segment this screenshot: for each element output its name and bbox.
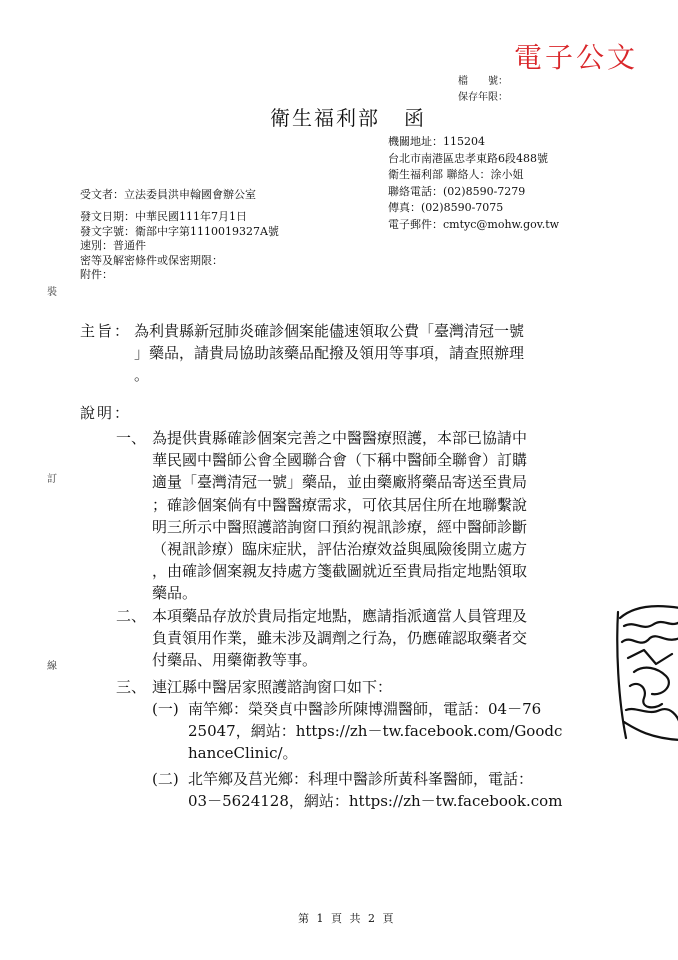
electronic-document-stamp: 電子公文 xyxy=(514,41,639,74)
item1-body xyxy=(152,427,527,605)
document-number: 發文字號：衛部中字第1110019327A號 xyxy=(80,224,279,238)
retention-period-label: 保存年限： xyxy=(458,92,508,103)
handwritten-seal-icon xyxy=(614,598,678,748)
issue-date: 發文日期：中華民國111年7月1日 xyxy=(80,210,247,223)
item2-body xyxy=(152,605,527,672)
email: 電子郵件：cmtyc@mohw.gov.tw xyxy=(388,217,560,231)
delivery-speed: 速別：普通件 xyxy=(80,239,146,253)
address: 台北市南港區忠孝東路6段488號 xyxy=(388,151,548,165)
item1-line: 明三所示中醫照護諮詢窗口預約視訊診療，經中醫師診斷 xyxy=(152,517,528,536)
sub1-line: 25047，網站：https://zh－tw.facebook.com/Goodc xyxy=(188,722,563,741)
phone: 聯絡電話：(02)8590-7279 xyxy=(388,184,526,198)
contact-person: 衛生福利部 聯絡人：涂小姐 xyxy=(388,168,524,181)
page-number: 第 1 頁 共 2 頁 xyxy=(298,912,396,925)
subject-line: 為利貴縣新冠肺炎確診個案能儘速領取公費「臺灣清冠一號 xyxy=(134,322,525,340)
item2-line: 付藥品、用藥衛教等事。 xyxy=(152,651,318,670)
item2-line: 本項藥品存放於貴局指定地點，應請指派適當人員管理及 xyxy=(152,607,528,625)
sub1-line: 南竿鄉：榮癸貞中醫診所陳博淵醫師，電話：04－76 xyxy=(188,700,542,718)
address-label: 機關地址：115204 xyxy=(388,135,485,148)
binding-mark-bottom: 線 xyxy=(47,661,57,672)
sub2-body xyxy=(188,768,562,812)
subject-line: 」藥品，請貴局協助該藥品配撥及領用等事項，請查照辦理 xyxy=(134,344,525,362)
classification: 密等及解密條件或保密期限： xyxy=(80,253,223,267)
document-type: 函 xyxy=(404,106,426,130)
sub1-line: hanceClinic/。 xyxy=(188,744,298,763)
binding-mark-top: 裝 xyxy=(47,287,57,298)
contact-info xyxy=(388,134,559,233)
subject-label: 主旨： xyxy=(80,322,132,340)
item1-line: ；確診個案倘有中醫醫療需求，可依其居住所在地聯繫說 xyxy=(152,495,528,514)
item1-line: 華民國中醫師公會全國聯合會（下稱中醫師全聯會）訂購 xyxy=(152,451,528,470)
agency-title xyxy=(270,102,426,131)
receiver: 受文者：立法委員洪申翰國會辦公室 xyxy=(80,188,256,201)
item3-marker: 三、 xyxy=(116,678,147,696)
item1-line: 適量「臺灣清冠一號」藥品，並由藥廠將藥品寄送至貴局 xyxy=(152,473,528,492)
sub2-marker: (二) xyxy=(152,770,179,788)
binding-mark-middle: 訂 xyxy=(47,474,57,485)
item2-line: 負責領用作業，雖未涉及調劑之行為，仍應確認取藥者交 xyxy=(152,629,528,648)
fax: 傳真：(02)8590-7075 xyxy=(388,201,504,214)
sub1-body xyxy=(188,698,562,765)
item1-line: 為提供貴縣確診個案完善之中醫醫療照護，本部已協請中 xyxy=(152,429,528,447)
sub2-line: 03－5624128，網站：https://zh－tw.facebook.com xyxy=(188,792,563,811)
item1-line: 藥品。 xyxy=(152,584,198,603)
sub1-marker: (一) xyxy=(152,700,179,718)
item1-line: ，由確診個案親友持處方箋截圖就近至貴局指定地點領取 xyxy=(152,562,528,581)
sub2-line: 北竿鄉及莒光鄉：科理中醫診所黃科峯醫師，電話： xyxy=(188,770,534,788)
agency-name: 衛生福利部 xyxy=(270,106,380,130)
document-meta xyxy=(80,210,279,283)
item2-marker: 二、 xyxy=(116,607,147,625)
file-number-label: 檔 號： xyxy=(458,76,508,87)
item3-intro: 連江縣中醫居家照護諮詢窗口如下： xyxy=(152,678,393,696)
subject-body xyxy=(134,320,620,386)
subject-line: 。 xyxy=(134,366,150,384)
explanation-heading: 說明： xyxy=(80,404,132,422)
item1-line: （視訊診療）臨床症狀，評估治療效益與風險後開立處方 xyxy=(152,540,528,559)
item1-marker: 一、 xyxy=(116,429,147,447)
attachment: 附件： xyxy=(80,268,113,282)
